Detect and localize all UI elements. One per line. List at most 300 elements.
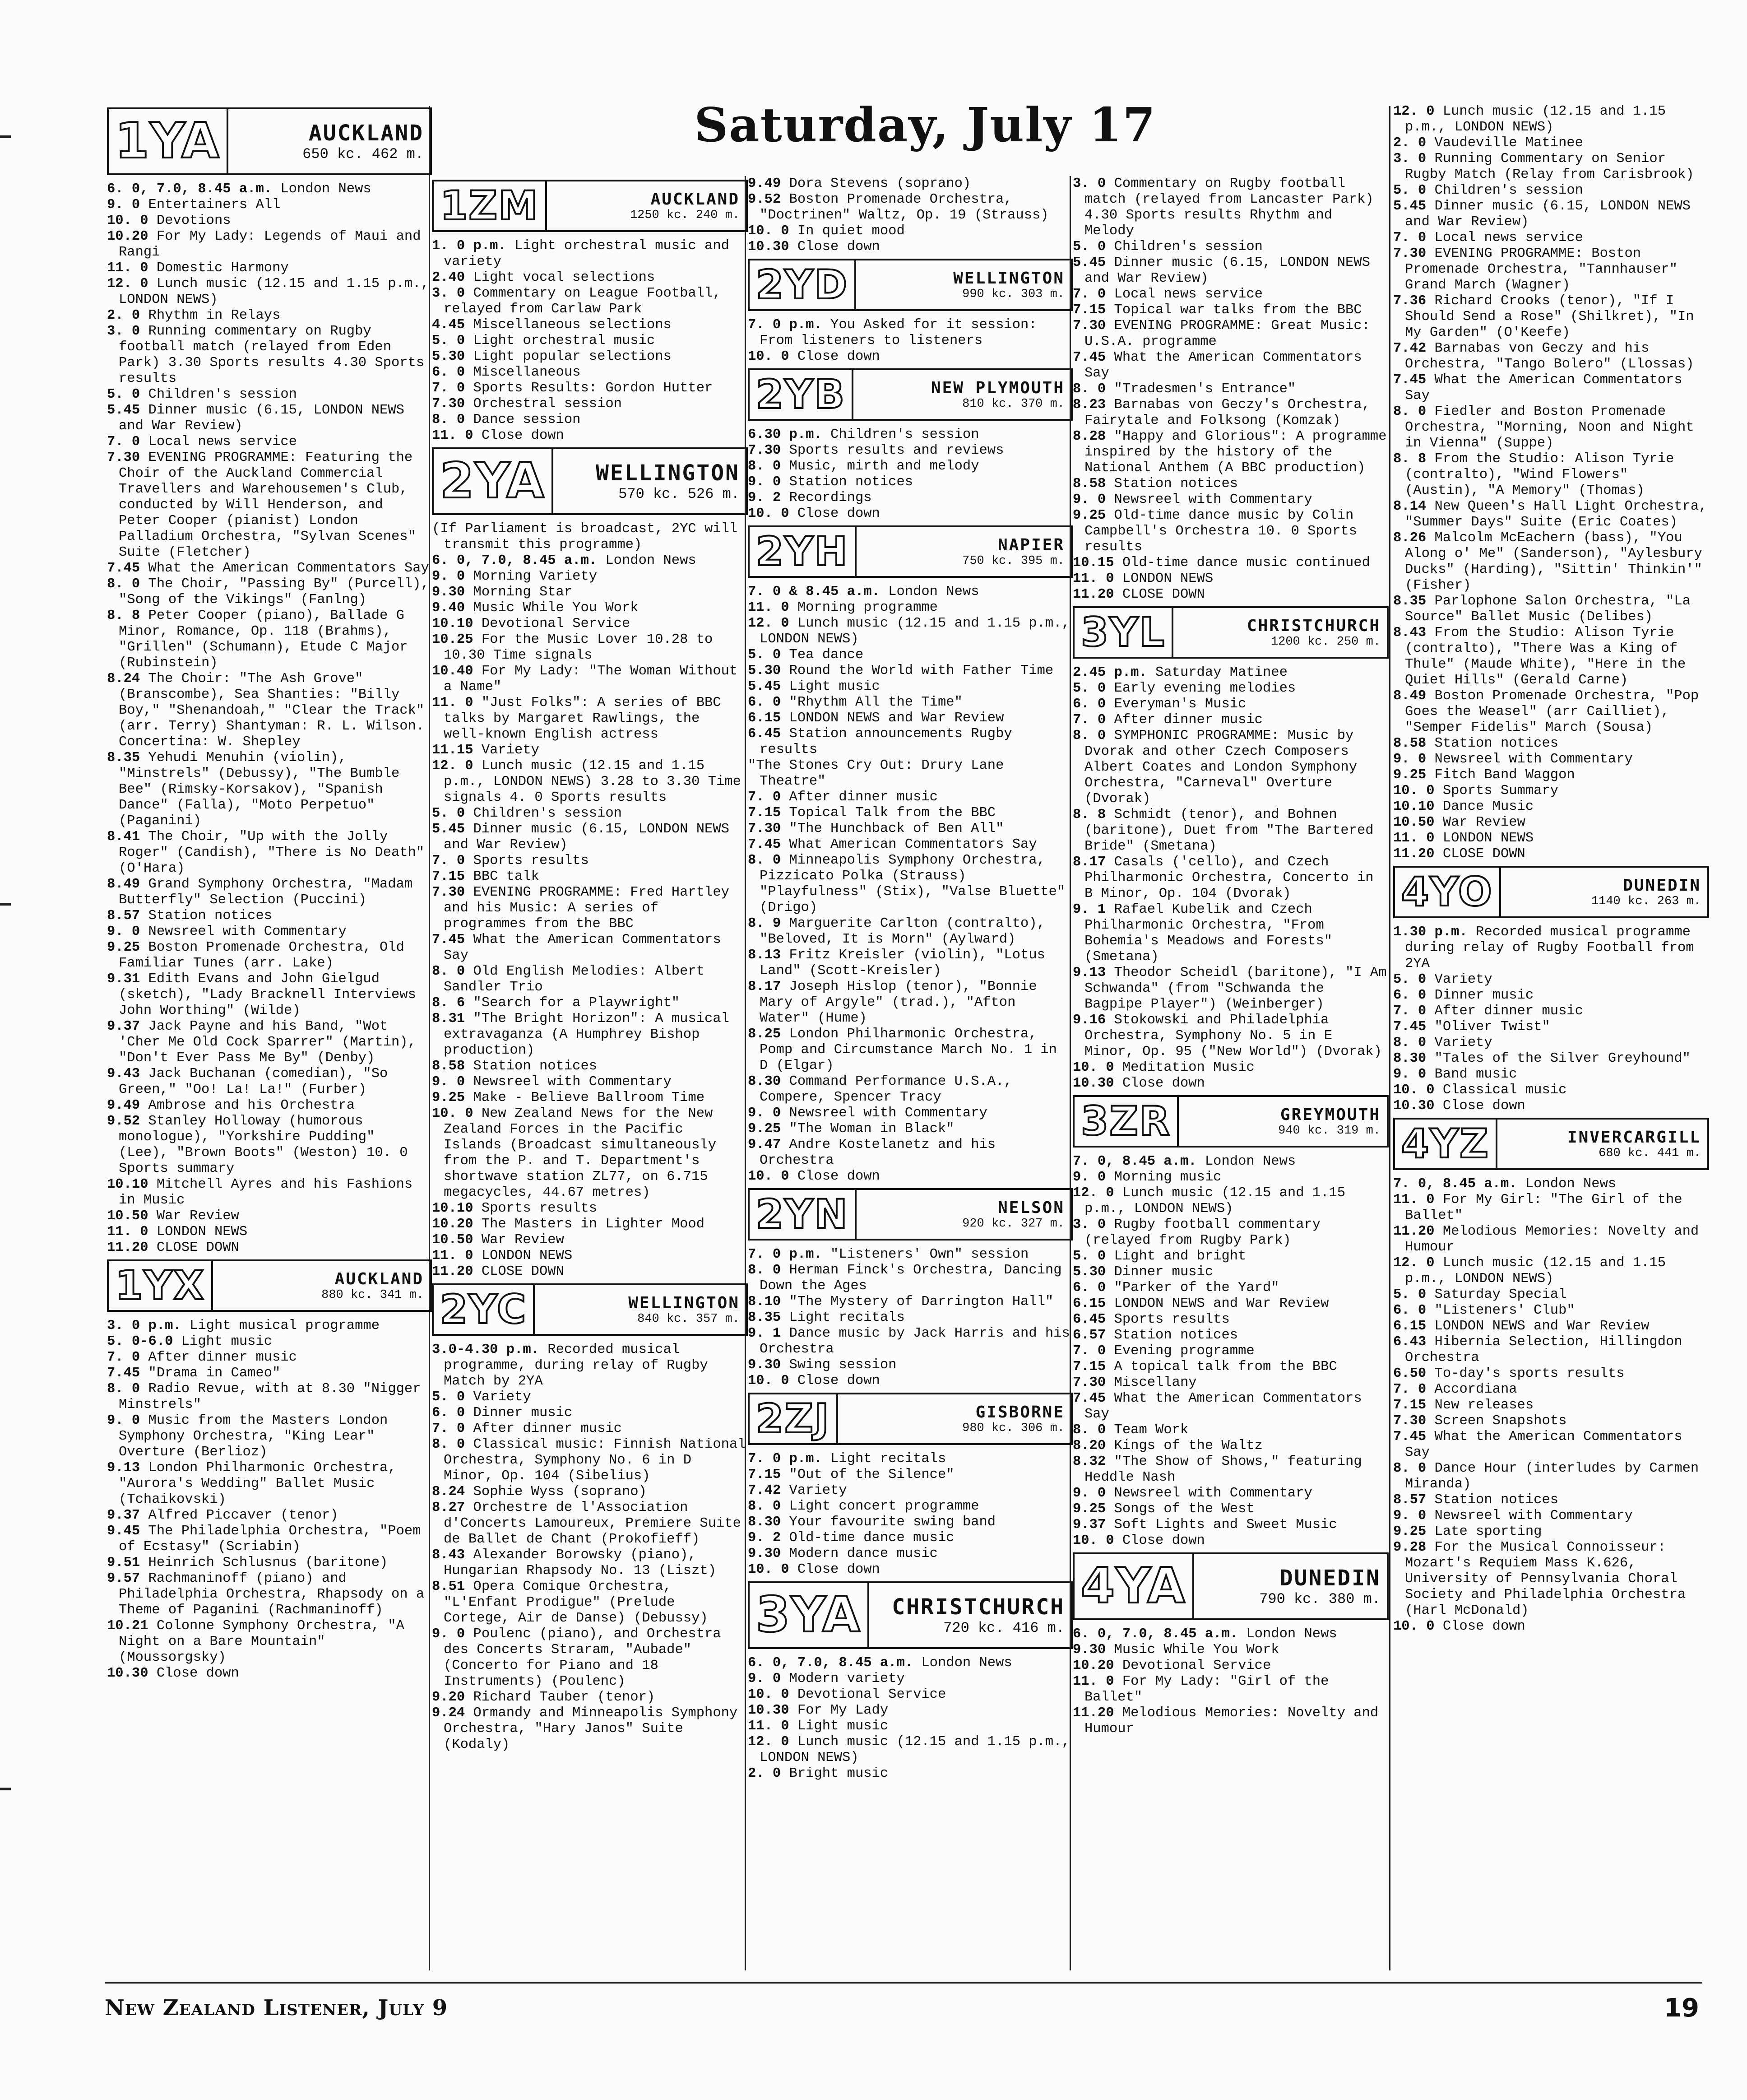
programme-text: Dinner music <box>1434 988 1534 1003</box>
programme-time: 7. 0, 8.45 a.m. <box>1073 1154 1197 1169</box>
programme-entry <box>1393 1524 1709 1540</box>
programme-text: Old-time dance music continued <box>1122 555 1370 571</box>
programme-time: 9. 0 <box>107 1413 140 1428</box>
programme-time: 9.37 <box>107 1508 140 1523</box>
programme-time: 1. 0 p.m. <box>432 238 506 254</box>
programme-time: 8. 9 <box>748 916 781 931</box>
programme-time: 9.25 <box>748 1121 781 1137</box>
programme-entry <box>1073 287 1389 302</box>
programme-time: 6. 0 <box>1073 697 1106 712</box>
programme-entry <box>432 1342 748 1389</box>
programme-entry <box>1393 1004 1709 1019</box>
programme-time: 8. 0 <box>432 964 465 979</box>
programme-time: 8. 0 <box>1393 1461 1427 1476</box>
programme-time: 8. 0 <box>748 853 781 868</box>
programme-time: 5.30 <box>748 663 781 678</box>
programme-entry <box>1393 972 1709 988</box>
programme-time: 9. 0 <box>432 569 465 584</box>
programme-entry <box>107 197 432 213</box>
programme-entry <box>1393 151 1709 183</box>
programme-time: 7.15 <box>1073 1359 1106 1375</box>
programme-time: 8.32 <box>1073 1454 1106 1469</box>
programme-text: Sports results <box>473 853 589 869</box>
station-info <box>1496 1120 1707 1168</box>
programme-entry <box>432 1106 748 1201</box>
programme-time: 9.31 <box>107 971 140 987</box>
programme-entry <box>432 1500 748 1547</box>
programme-text: EVENING PROGRAMME: Boston Promenade Orchestra, "Tannhauser" Grand March (Wagner) <box>1405 246 1677 293</box>
programme-text: Devotions <box>156 213 231 228</box>
programme-entry <box>1393 688 1709 736</box>
programme-text: Light music <box>797 1719 889 1734</box>
programme-time: 9. 0 <box>432 1626 465 1642</box>
programme-entry <box>432 1547 748 1579</box>
programme-entry <box>107 1066 432 1098</box>
programme-entry <box>107 1224 432 1240</box>
programme-time: 7.30 <box>107 450 140 465</box>
programme-text: Barnabas von Geczy and his Orchestra, "Tango Bolero" (Llossas) <box>1405 341 1694 372</box>
station-info <box>855 527 1071 576</box>
footer-publication: New Zealand Listener, July 9 <box>105 1995 448 2021</box>
programme-entry <box>1393 499 1709 530</box>
programme-text: Boston Promenade Orchestra, "Pop Goes the Weasel" (arr Cailliet), "Semper Fidelis" March (Sousa) <box>1405 688 1699 735</box>
programme-time: 9.30 <box>432 585 465 600</box>
programme-time: 6. 0 <box>1393 1303 1427 1318</box>
programme-text: Miscellaneous selections <box>473 317 672 333</box>
programme-entry <box>1393 1255 1709 1287</box>
programme-entry <box>1073 1076 1389 1092</box>
programme-text: London Philharmonic Orchestra, Pomp and Circumstance March No. 1 in D (Elgar) <box>760 1027 1057 1073</box>
programme-entry <box>1073 1626 1389 1642</box>
programme-time: 10.30 <box>1073 1076 1114 1091</box>
programme-time: 5. 0 <box>432 1389 465 1405</box>
programme-time: 9.25 <box>107 940 140 955</box>
programme-entry <box>748 695 1073 711</box>
programme-time: 3. 0 <box>1073 1217 1106 1232</box>
programme-text: "Just Folks": A series of BBC talks by Margaret Rawlings, the well-known English actress <box>444 695 721 742</box>
programme-entry <box>1073 1249 1389 1264</box>
programme-entry <box>1073 1658 1389 1674</box>
programme-time: 8.24 <box>432 1484 465 1500</box>
programme-time: 11. 0 <box>107 1224 148 1240</box>
programme-text: "The Show of Shows," featuring Heddle Nash <box>1084 1454 1362 1485</box>
programme-entry <box>1073 555 1389 571</box>
station-callsign: 4YZ <box>1401 1120 1489 1167</box>
programme-text: Topical war talks from the BBC <box>1114 302 1362 318</box>
programme-entry <box>1073 965 1389 1013</box>
programme-text: EVENING PROGRAMME: Great Music: U.S.A. programme <box>1084 318 1370 349</box>
programme-entry <box>748 223 1073 239</box>
programme-text: Music, mirth and melody <box>789 459 979 474</box>
programme-entry <box>1073 1705 1389 1737</box>
programme-entry <box>748 1546 1073 1562</box>
programme-entry <box>748 1687 1073 1703</box>
programme-entry <box>748 1734 1073 1766</box>
programme-text: London News <box>1525 1176 1617 1192</box>
programme-entry <box>748 979 1073 1027</box>
programme-entry <box>748 1121 1073 1137</box>
station-header <box>432 1283 748 1336</box>
programme-time: 4.45 <box>432 317 465 333</box>
programme-time: 11.20 <box>107 1240 148 1255</box>
programme-time: 7.30 <box>1393 246 1427 261</box>
programme-text: "Tales of the Silver Greyhound" <box>1434 1051 1691 1066</box>
programme-time: 11.20 <box>1393 1224 1435 1239</box>
programme-text: Melodious Memories: Novelty and Humour <box>1084 1705 1379 1737</box>
programme-entry <box>748 600 1073 616</box>
programme-time: 9. 0 <box>1073 1486 1106 1501</box>
station-header <box>1393 1118 1709 1170</box>
programme-text: From the Studio: Alison Tyrie (contralto), "Wind Flowers" (Austin), "A Memory" (Thomas) <box>1405 451 1674 498</box>
programme-time: 11. 0 <box>432 1248 473 1264</box>
programme-entry <box>432 695 748 743</box>
station-callsign: 1YA <box>115 113 220 169</box>
programme-time: 11.20 <box>1073 587 1114 602</box>
programme-entry <box>107 1666 432 1682</box>
programme-entry <box>107 1350 432 1366</box>
programme-text: Station notices <box>1114 1328 1238 1343</box>
programme-text: Classical music <box>1442 1083 1567 1098</box>
programme-entry <box>1393 230 1709 246</box>
programme-entry <box>1073 712 1389 728</box>
station-callsign: 3YL <box>1081 609 1166 655</box>
programme-time: 7.30 <box>748 821 781 836</box>
programme-text: Jack Payne and his Band, "Wot 'Cher Me Old Cock Sparrer" (Martin), "Don't Ever Pass Me By" (Denby) <box>119 1019 416 1066</box>
programme-text: For the Music Lover 10.28 to 10.30 Time signals <box>444 632 713 663</box>
programme-time: 5.45 <box>748 679 781 694</box>
programme-entry <box>1393 1366 1709 1382</box>
programme-entry <box>107 1555 432 1571</box>
programme-text: Screen Snapshots <box>1434 1413 1567 1429</box>
programme-text: EVENING PROGRAMME: Featuring the Choir of the Auckland Commercial Travellers and Warehousemen's Club, conducted by Will Henderson, and Peter Cooper (pianist) London Palladium Orchestra, "Sylvan Scenes" Suite (Fletcher) <box>119 450 416 560</box>
programme-text: Your favourite swing band <box>789 1515 996 1530</box>
programme-time: 10. 0 <box>748 1562 789 1577</box>
programme-entry <box>107 450 432 561</box>
programme-entry <box>748 916 1073 948</box>
programme-text: Local news service <box>1434 230 1583 246</box>
programme-text: Sports results and reviews <box>789 443 1004 458</box>
programme-text: Devotional Service <box>1122 1658 1271 1673</box>
programme-entry <box>1393 1382 1709 1398</box>
programme-text: Recorded musical programme during relay of Rugby Football from 2YA <box>1405 925 1694 971</box>
station-city: AUCKLAND <box>308 120 424 146</box>
programme-text: Sports results <box>481 1201 598 1216</box>
programme-text: Dinner music (6.15, LONDON NEWS and War Review) <box>1405 199 1691 230</box>
programme-entry <box>1393 246 1709 293</box>
programme-time: 10.30 <box>748 1703 789 1718</box>
programme-text: Band music <box>1434 1067 1517 1082</box>
programme-entry <box>1073 728 1389 807</box>
programme-time: 7.45 <box>107 1366 140 1381</box>
programme-entry <box>432 1484 748 1500</box>
programme-time: 8. 8 <box>1073 807 1106 822</box>
programme-entry <box>1393 1461 1709 1492</box>
programme-text: Saturday Special <box>1434 1287 1567 1302</box>
programme-text: Light and bright <box>1114 1249 1247 1264</box>
programme-entry <box>748 790 1073 805</box>
programme-entry <box>1393 1508 1709 1524</box>
programme-time: 8.27 <box>432 1500 465 1515</box>
programme-time: 10.50 <box>432 1232 473 1248</box>
programme-entry <box>748 1703 1073 1719</box>
programme-time: 10. 0 <box>748 1169 789 1184</box>
programme-time: 9. 0 <box>107 197 140 213</box>
programme-entry <box>107 829 432 877</box>
programme-text: Dance session <box>473 412 581 427</box>
programme-time: 6.15 <box>1393 1319 1427 1334</box>
programme-time: 9. 2 <box>748 490 781 506</box>
programme-time: 10. 0 <box>1393 1619 1435 1634</box>
programme-entry <box>1393 831 1709 846</box>
programme-time: 5. 0 <box>748 647 781 663</box>
programme-text: Children's session <box>1114 239 1263 255</box>
programme-time: 8. 8 <box>1393 451 1427 467</box>
programme-entry <box>1393 752 1709 767</box>
programme-time: 9. 0 <box>1073 492 1106 507</box>
programme-text: Modern dance music <box>789 1546 938 1561</box>
programme-entry <box>1073 1533 1389 1549</box>
programme-text: War Review <box>481 1232 564 1248</box>
programme-text: Variety <box>473 1389 531 1405</box>
programme-entry <box>432 869 748 885</box>
programme-time: 10.20 <box>107 229 148 244</box>
programme-text: Running commentary on Rugby football match (relayed from Eden Park) 3.30 Sports results 4.30 Sports results <box>119 324 425 386</box>
programme-text: Edith Evans and John Gielgud (sketch), "Lady Bracknell Interviews John Worthing" (Wilde) <box>119 971 416 1018</box>
programme-text: London News <box>1205 1154 1296 1169</box>
programme-entry <box>1073 1170 1389 1185</box>
programme-entry <box>1073 1517 1389 1533</box>
programme-entry <box>107 1413 432 1460</box>
programme-time: 8.13 <box>748 948 781 963</box>
programme-entry <box>107 1177 432 1208</box>
programme-text: Domestic Harmony <box>156 260 289 276</box>
programme-entry <box>1073 302 1389 318</box>
programme-time: 7. 0, 8.45 a.m. <box>1393 1176 1517 1192</box>
programme-text: The Choir, "Passing By" (Purcell), "Song of the Vikings" (Fanlng) <box>119 576 429 608</box>
programme-time: 8. 0 <box>1393 1035 1427 1050</box>
programme-time: 9.28 <box>1393 1540 1427 1555</box>
station-info <box>854 260 1071 309</box>
programme-time: 9. 1 <box>1073 902 1106 917</box>
programme-text: BBC talk <box>473 869 539 884</box>
programme-time: 8.17 <box>748 979 781 994</box>
programme-text: Fitch Band Waggon <box>1434 767 1575 783</box>
programme-entry <box>1393 199 1709 230</box>
programme-text: Light popular selections <box>473 349 672 364</box>
programme-time: 7.42 <box>748 1483 781 1498</box>
programme-time: 3. 0 <box>107 324 140 339</box>
programme-entry <box>432 365 748 381</box>
programme-text: Light orchestral music <box>473 333 655 348</box>
station-header <box>748 525 1073 578</box>
programme-entry <box>1393 372 1709 404</box>
programme-time: 2. 0 <box>1393 135 1427 151</box>
station-info <box>867 1583 1071 1647</box>
programme-entry <box>1073 1391 1389 1422</box>
programme-text: Dance music by Jack Harris and his Orchestra <box>760 1326 1070 1357</box>
programme-text: The Masters in Lighter Mood <box>481 1217 705 1232</box>
programme-time: 7. 0 <box>432 1421 465 1436</box>
programme-time: 11. 0 <box>1073 1674 1114 1689</box>
programme-entry <box>748 239 1073 255</box>
programme-entry <box>748 317 1073 349</box>
programme-entry <box>1393 135 1709 151</box>
programme-time: 10.25 <box>432 632 473 647</box>
column-3 <box>748 176 1073 1782</box>
programme-text: "The Hunchback of Ben All" <box>789 821 1004 836</box>
programme-time: 7. 0 <box>1073 712 1106 728</box>
programme-time: 5. 0 <box>1393 1287 1427 1302</box>
margin-mark <box>0 903 11 906</box>
programme-entry <box>432 396 748 412</box>
programme-time: 10.30 <box>1393 1098 1435 1114</box>
programme-text: "The Woman in Black" <box>789 1121 955 1137</box>
programme-entry <box>1393 183 1709 199</box>
programme-text: After dinner music <box>1434 1004 1583 1019</box>
programme-time: 10.10 <box>432 1201 473 1216</box>
programme-text: "Search for a Playwright" <box>473 995 680 1011</box>
programme-time: 6.43 <box>1393 1334 1427 1350</box>
programme-text: What the American Commentators Say <box>1084 1391 1362 1422</box>
station-block-2yh <box>748 525 1073 1185</box>
programme-text: For My Lady: "The Woman Without a Name" <box>444 664 738 695</box>
programme-entry <box>1073 1312 1389 1328</box>
programme-text: For the Musical Connoisseur: Mozart's Requiem Mass K.626, University of Pennsylvania Choral Society and Philadelphia Orchestra (Harl McDonald) <box>1405 1540 1686 1618</box>
programme-text: Commentary on Rugby football match (relayed from Lancaster Park) 4.30 Sports results Rhythm and Melody <box>1084 176 1374 239</box>
programme-text: Stokowski and Philadelphia Orchestra, Symphony No. 5 in E Minor, Op. 95 ("New World") (Dvorak) <box>1084 1013 1382 1059</box>
programme-entry <box>432 806 748 822</box>
station-frequency: 810 kc. 370 m. <box>962 397 1065 411</box>
station-city: GISBORNE <box>975 1403 1065 1422</box>
programme-entry <box>432 238 748 270</box>
station-block-2yd <box>748 259 1073 365</box>
programme-time: 11.20 <box>432 1264 473 1279</box>
programme-time: 3. 0 <box>1393 151 1427 167</box>
programme-text: For My Lady <box>797 1703 889 1718</box>
programme-time: 10. 0 <box>1073 1533 1114 1548</box>
programme-text: What the American Commentators Say <box>148 561 429 576</box>
programme-text: A topical talk from the BBC <box>1114 1359 1337 1375</box>
station-city: WELLINGTON <box>596 460 740 486</box>
programme-text: Topical Talk from the BBC <box>789 805 996 821</box>
station-info <box>855 1190 1071 1239</box>
programme-entry <box>1393 846 1709 862</box>
station-info <box>1172 608 1387 657</box>
station-block-2zj <box>748 1393 1073 1578</box>
programme-text: Light vocal selections <box>473 270 655 285</box>
programme-time: 9.16 <box>1073 1013 1106 1028</box>
programme-entry <box>1393 1429 1709 1461</box>
programme-text: Children's session <box>473 806 622 821</box>
programme-text: Opera Comique Orchestra, "L'Enfant Prodigue" (Prelude Cortege, Air de Danse) (Debussy) <box>444 1579 708 1626</box>
programme-entry <box>1393 1035 1709 1051</box>
station-city: INVERCARGILL <box>1567 1128 1701 1147</box>
station-frequency: 980 kc. 306 m. <box>962 1421 1065 1435</box>
station-block-3zr <box>1073 1095 1389 1549</box>
programme-text: Dance Hour (interludes by Carmen Miranda) <box>1405 1461 1699 1492</box>
programme-text: Poulenc (piano), and Orchestra des Concerts Straram, "Aubade" (Concerto for Piano and 18 Instruments) (Poulenc) <box>444 1626 721 1689</box>
programme-entry <box>748 192 1073 223</box>
programme-entry <box>1393 767 1709 783</box>
programme-time: 7.30 <box>432 885 465 900</box>
programme-text: Music While You Work <box>473 600 639 616</box>
programme-text: What the American Commentators Say <box>1084 350 1362 381</box>
programme-time: 9.25 <box>1393 767 1427 783</box>
programme-time: 8.57 <box>107 908 140 924</box>
programme-time: 5. 0 <box>1073 681 1106 696</box>
programme-entry <box>1073 1217 1389 1249</box>
programme-entry <box>432 349 748 365</box>
programme-entry <box>107 1381 432 1413</box>
programme-text: After dinner music <box>473 1421 622 1436</box>
programme-entry <box>432 1437 748 1484</box>
programme-entry <box>432 1217 748 1232</box>
programme-time: 7. 0 <box>432 381 465 396</box>
programme-entry <box>748 821 1073 837</box>
programme-entry <box>748 1357 1073 1373</box>
programme-text: Miscellaneous <box>473 365 581 380</box>
programme-time: 6. 0 <box>1073 1280 1106 1296</box>
station-frequency: 790 kc. 380 m. <box>1259 1590 1381 1608</box>
programme-entry <box>1073 492 1389 508</box>
programme-entry <box>1393 1192 1709 1224</box>
programme-text: Newsreel with Commentary <box>1114 492 1312 507</box>
programme-time: 8. 8 <box>107 608 140 623</box>
programme-time: 10.20 <box>1073 1658 1114 1673</box>
programme-text: Close down <box>481 428 564 443</box>
station-header <box>1073 606 1389 659</box>
programme-entry <box>107 1019 432 1066</box>
programme-text: Barnabas von Geczy's Orchestra, Fairytale and Folksong (Komzak) <box>1084 397 1370 428</box>
programme-entry <box>107 1318 432 1334</box>
programme-text: Local news service <box>1114 287 1263 302</box>
programme-time: 12. 0 <box>748 1734 789 1750</box>
programme-time: 9.47 <box>748 1137 781 1152</box>
programme-time: 3. 0 <box>1073 176 1106 191</box>
programme-time: 6.15 <box>748 711 781 726</box>
programme-text: Lunch music (12.15 and 1.15 p.m., LONDON NEWS) 3.28 to 3.30 Time signals 4. 0 Sports results <box>444 758 741 805</box>
programme-time: 8.30 <box>1393 1051 1427 1066</box>
programme-text: Songs of the West <box>1114 1501 1255 1517</box>
station-info <box>836 1394 1071 1443</box>
programme-time: 9.24 <box>432 1705 465 1721</box>
programme-text: Lunch music (12.15 and 1.15 p.m., LONDON NEWS) <box>760 616 1070 647</box>
programme-entry <box>1073 1296 1389 1312</box>
station-frequency: 1250 kc. 240 m. <box>630 208 740 222</box>
programme-time: 7.15 <box>432 869 465 884</box>
station-block-1yx <box>107 1259 432 1682</box>
programme-text: Schmidt (tenor), and Bohnen (baritone), Duet from "The Bartered Bride" (Smetana) <box>1084 807 1374 854</box>
programme-time: 8.35 <box>1393 594 1427 609</box>
programme-entry <box>748 176 1073 192</box>
programme-entry <box>748 1373 1073 1389</box>
programme-entry <box>432 1405 748 1421</box>
programme-time: 7. 0 <box>107 434 140 450</box>
station-header <box>748 368 1073 421</box>
programme-entry <box>1073 397 1389 429</box>
programme-time: 7.45 <box>748 837 781 852</box>
programme-text: Dinner music (6.15, LONDON NEWS and War Review) <box>444 822 729 853</box>
station-block-3yl <box>1073 606 1389 1092</box>
programme-time: 9. 0 <box>1393 1067 1427 1082</box>
programme-text: Saturday Matinee <box>1155 665 1288 680</box>
programme-entry <box>748 1326 1073 1357</box>
programme-time: 11. 0 <box>1393 1192 1435 1208</box>
programme-time: 8. 0 <box>107 576 140 592</box>
programme-entry <box>432 270 748 286</box>
programme-time: 10.15 <box>1073 555 1114 571</box>
programme-time: 9.25 <box>1073 508 1106 523</box>
